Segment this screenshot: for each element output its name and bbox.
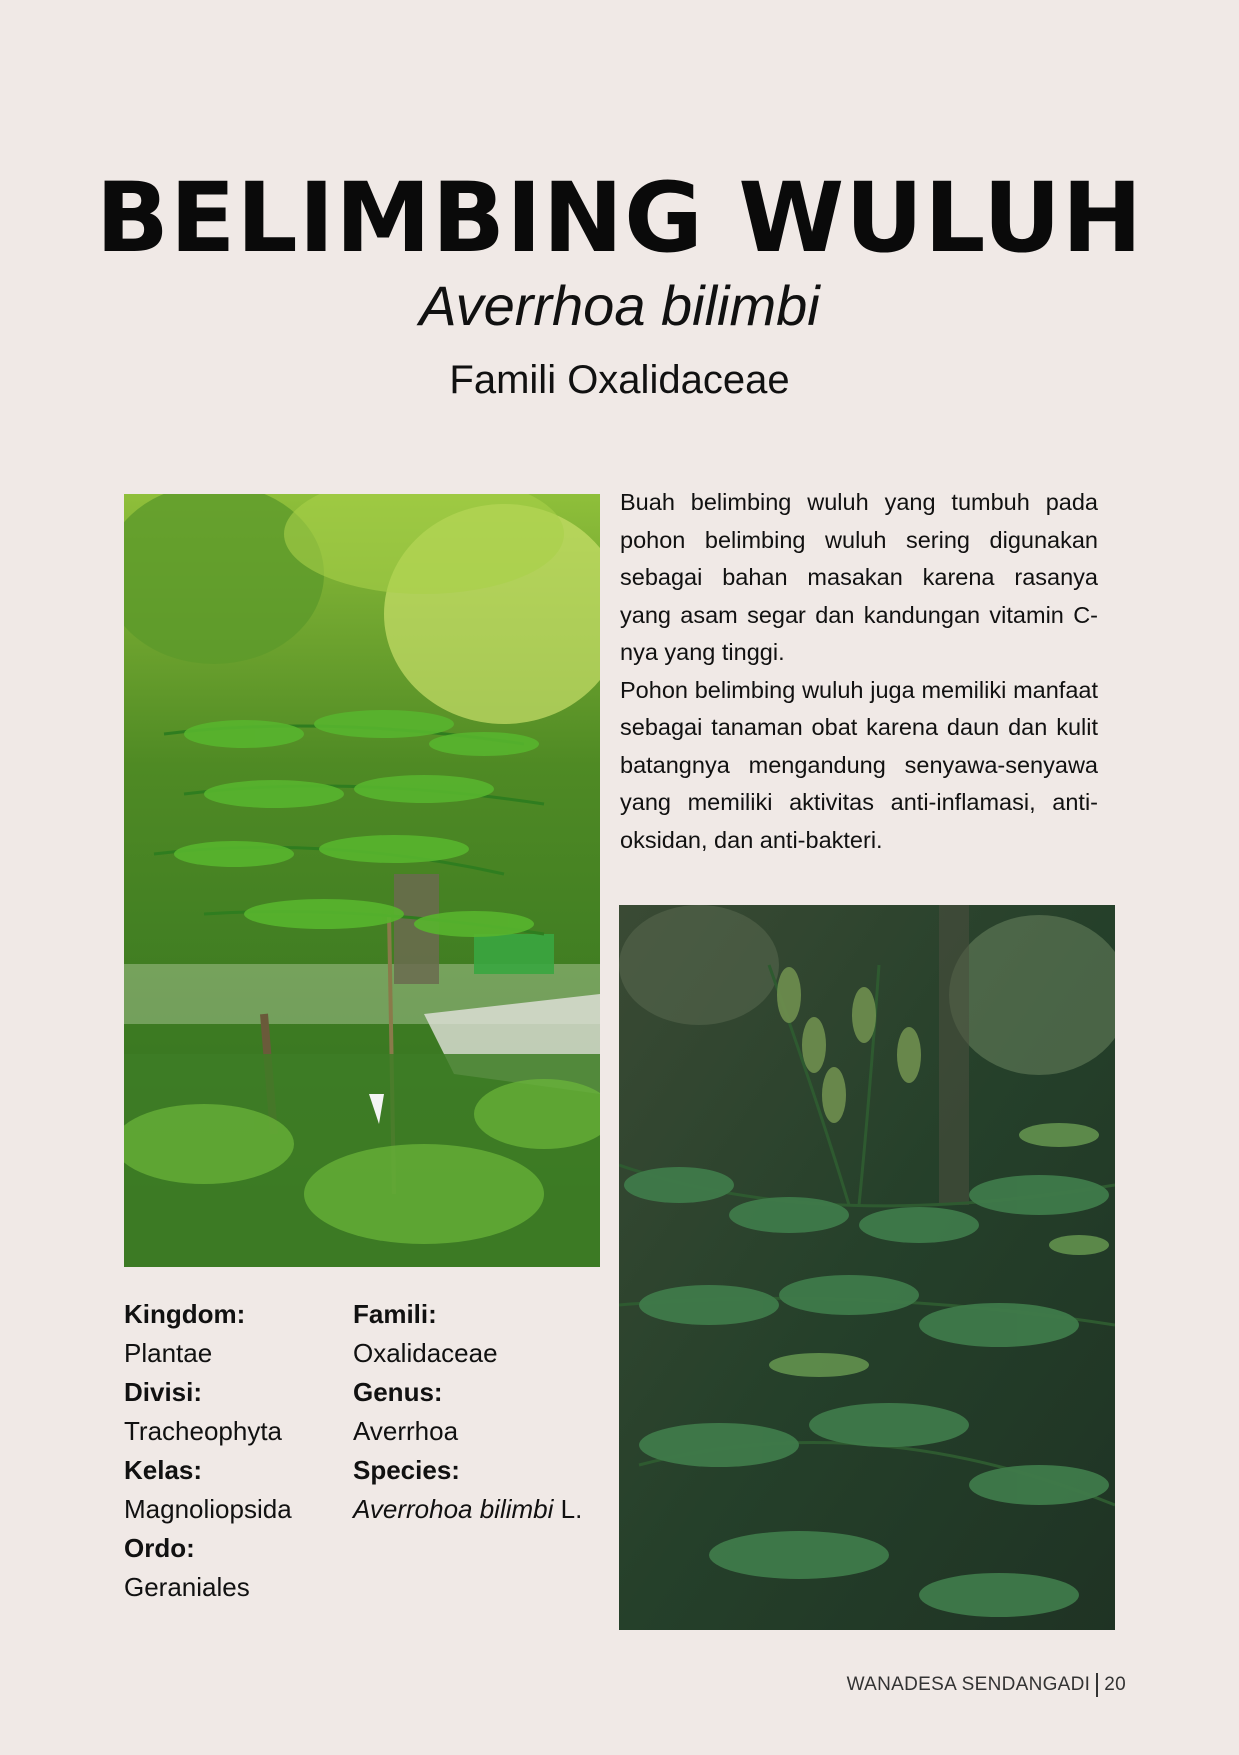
species-name: Averrohoa bilimbi bbox=[353, 1494, 554, 1524]
species-value bbox=[353, 1490, 582, 1529]
page-title: BELIMBING WULUH bbox=[95, 162, 1144, 274]
genus-value: Averrhoa bbox=[353, 1416, 459, 1446]
kingdom-value: Plantae bbox=[124, 1338, 213, 1368]
taxonomy-left-column bbox=[124, 1295, 292, 1607]
kelas-label: Kelas: bbox=[124, 1455, 203, 1485]
taxonomy-right-column bbox=[353, 1295, 582, 1529]
ordo-label: Ordo: bbox=[124, 1533, 195, 1563]
description-paragraph-1: Buah belimbing wuluh yang tumbuh pada pohon belimbing wuluh sering digunakan sebagai bahan masakan karena rasanya yang asam segar dan kandungan vitamin C-nya yang tinggi. bbox=[620, 489, 1098, 665]
kingdom-label: Kingdom: bbox=[124, 1299, 246, 1329]
divisi-label: Divisi: bbox=[124, 1377, 203, 1407]
publication-name: WANADESA SENDANGADI bbox=[846, 1674, 1091, 1696]
species-label: Species: bbox=[353, 1455, 460, 1485]
tree-photo-illustration bbox=[124, 494, 600, 1267]
famili-value: Oxalidaceae bbox=[353, 1338, 498, 1368]
kelas-value: Magnoliopsida bbox=[124, 1494, 292, 1524]
page-footer bbox=[847, 1673, 1126, 1697]
description bbox=[620, 484, 1098, 859]
tree-photo bbox=[124, 494, 600, 1267]
family-subtitle: Famili Oxalidaceae bbox=[449, 358, 790, 402]
page-number: 20 bbox=[1104, 1674, 1126, 1696]
ordo-value: Geraniales bbox=[124, 1572, 250, 1602]
species-author: L. bbox=[553, 1494, 583, 1524]
description-paragraph-2: Pohon belimbing wuluh juga memiliki manfaat sebagai tanaman obat karena daun dan kulit batangnya mengandung senyawa-senyawa yang memiliki aktivitas anti-inflamasi, anti-oksidan, dan anti-bakteri. bbox=[620, 676, 1098, 853]
genus-label: Genus: bbox=[353, 1377, 443, 1407]
footer-divider bbox=[1096, 1673, 1098, 1697]
famili-label: Famili: bbox=[353, 1299, 437, 1329]
scientific-name: Averrhoa bilimbi bbox=[419, 274, 820, 337]
leaves-photo bbox=[619, 905, 1115, 1630]
divisi-value: Tracheophyta bbox=[124, 1416, 283, 1446]
leaves-photo-illustration bbox=[619, 905, 1115, 1630]
